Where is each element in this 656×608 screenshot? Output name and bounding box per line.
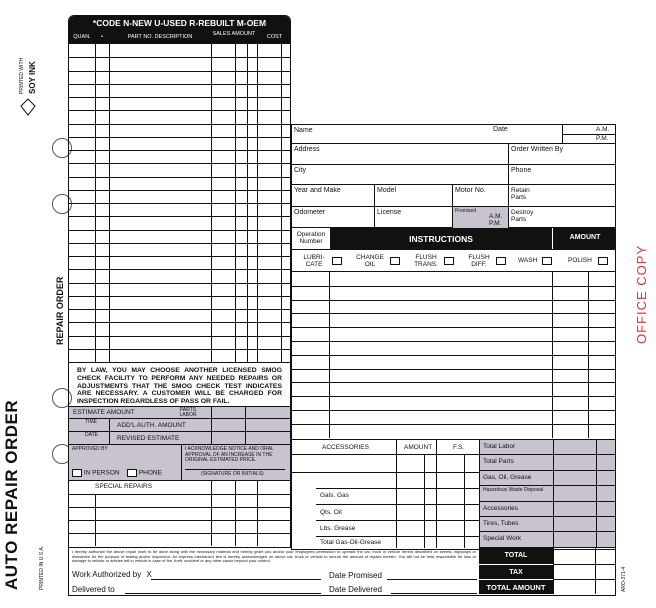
parts-row-line bbox=[69, 243, 290, 244]
form-side-title: AUTO REPAIR ORDER bbox=[2, 399, 21, 590]
total-gas-oil-grease-label: Total Gas-Oil-Grease bbox=[320, 539, 382, 546]
addl-auth-label: ADD'L AUTH. AMOUNT bbox=[117, 422, 186, 429]
totals-row-label: Accessories bbox=[483, 504, 519, 512]
flush-trans-checkbox[interactable] bbox=[444, 257, 454, 265]
accessories-section bbox=[291, 440, 479, 550]
time-label: TIME bbox=[85, 419, 97, 425]
parts-row-line bbox=[69, 283, 290, 284]
order-written-by-label: Order Written By bbox=[511, 146, 563, 153]
lbs-grease-label: Lbs. Grease bbox=[320, 525, 356, 532]
instruction-row-line bbox=[292, 382, 615, 383]
totals-row-label: Total Labor bbox=[483, 443, 516, 450]
parts-row-line bbox=[69, 163, 290, 164]
totals-row bbox=[480, 532, 615, 547]
date-label-right: Date bbox=[493, 126, 508, 133]
parts-row-line bbox=[69, 269, 290, 270]
revised-estimate-label: REVISED ESTIMATE bbox=[117, 435, 180, 442]
parts-row-line bbox=[69, 256, 290, 257]
totals-row bbox=[480, 486, 615, 501]
in-person-option[interactable]: IN PERSON bbox=[72, 469, 120, 477]
flush-trans-label: FLUSH TRANS. bbox=[414, 254, 438, 269]
flush-diff-checkbox[interactable] bbox=[496, 257, 506, 265]
polish-label: POLISH bbox=[568, 257, 592, 264]
instruction-row-line bbox=[292, 369, 615, 370]
col-sales-amount: SALES AMOUNT bbox=[212, 31, 256, 37]
approved-by-label: APPROVED BY bbox=[72, 446, 108, 452]
totals-row-label: Gas, Oil, Grease bbox=[483, 473, 532, 481]
license-label: License bbox=[377, 209, 402, 216]
in-person-checkbox[interactable] bbox=[72, 469, 82, 477]
col-part-desc: PART NO. DESCRIPTION bbox=[127, 34, 193, 40]
instruction-row-line bbox=[292, 341, 615, 342]
phone-checkbox[interactable] bbox=[127, 469, 137, 477]
instruction-row-line bbox=[292, 424, 615, 425]
total-label: TOTAL bbox=[479, 548, 553, 564]
date-delivered-label: Date Delivered bbox=[329, 585, 382, 594]
parts-row-line bbox=[69, 84, 290, 85]
parts-labor-label: PARTS LABOR bbox=[179, 407, 197, 418]
odometer-label: Odometer bbox=[294, 209, 326, 216]
wash-checkbox[interactable] bbox=[542, 257, 552, 265]
totals-row bbox=[480, 471, 615, 486]
parts-panel bbox=[68, 15, 291, 363]
form-code: ARO-371-4 bbox=[621, 566, 627, 592]
signature-label: (SIGNATURE OR INITIALS) bbox=[201, 471, 264, 477]
estimate-section bbox=[68, 407, 291, 481]
parts-row-line bbox=[69, 137, 290, 138]
smog-notice: BY LAW, YOU MAY CHOOSE ANOTHER LICENSED SMOG CHECK FACILITY TO PERFORM ANY NEEDED REPAIRS OR ADJUSTMENTS THAT THE SMOG CHECK TEST INDICATES ARE NECESSARY. A CUSTOMER WILL BE CHARGED FOR INSPECTION REGARDLESS OF PASS OR FAIL. bbox=[68, 363, 291, 407]
date-promised-label: Date Promised bbox=[329, 571, 382, 580]
printed-in-usa: PRINTED IN U.S.A. bbox=[39, 545, 45, 590]
date-label: DATE bbox=[85, 432, 98, 438]
special-repairs-label: SPECIAL REPAIRS bbox=[95, 483, 153, 490]
parts-row-line bbox=[69, 230, 290, 231]
accessories-label: ACCESSORIES bbox=[322, 444, 369, 451]
parts-row-line bbox=[69, 124, 290, 125]
acknowledge-text: I ACKNOWLEDGE NOTICE AND ORAL APPROVAL OF AN INCREASE IN THE ORIGINAL ESTIMATED PRICE. bbox=[185, 446, 274, 463]
am-label: A.M. bbox=[596, 126, 610, 133]
customer-info-section bbox=[291, 124, 616, 228]
instruction-rows bbox=[291, 272, 616, 440]
totals-row-label: Hazardous Waste Disposal bbox=[483, 487, 544, 494]
repair-order-side-label: REPAIR ORDER bbox=[55, 276, 65, 345]
parts-row-line bbox=[69, 97, 290, 98]
parts-column-header bbox=[69, 30, 290, 44]
wash-label: WASH bbox=[518, 257, 538, 264]
lubricate-label: LUBRI-CATE bbox=[303, 254, 325, 269]
qts-oil-label: Qts. Oil bbox=[320, 509, 342, 516]
parts-row-line bbox=[69, 71, 290, 72]
totals-row bbox=[480, 440, 615, 455]
parts-code-header: *CODE N-NEW U-USED R-REBUILT M-OEM bbox=[69, 16, 290, 30]
name-label: Name bbox=[294, 127, 313, 134]
operation-number-label: Operation Number bbox=[292, 228, 330, 249]
parts-rows bbox=[69, 44, 290, 362]
office-copy-label: OFFICE COPY bbox=[634, 244, 649, 344]
col-quan: QUAN. bbox=[73, 34, 91, 40]
pm-label: P.M. bbox=[596, 135, 609, 142]
parts-row-line bbox=[69, 177, 290, 178]
parts-row-line bbox=[69, 150, 290, 151]
instruction-row-line bbox=[292, 313, 615, 314]
change-oil-label: CHANGE OIL bbox=[356, 254, 384, 269]
work-authorized-label: Work Authorized by X bbox=[72, 570, 152, 579]
parts-row-line bbox=[69, 216, 290, 217]
special-repairs-section bbox=[68, 481, 291, 548]
instructions-amount-label: AMOUNT bbox=[569, 234, 601, 241]
work-authorized-value: X bbox=[146, 570, 152, 579]
polish-checkbox[interactable] bbox=[598, 257, 608, 265]
service-checkbox-row bbox=[291, 250, 616, 272]
col-code: • bbox=[101, 34, 103, 40]
change-oil-checkbox[interactable] bbox=[390, 257, 400, 265]
totals-row-label: Special Work bbox=[483, 535, 522, 543]
city-label: City bbox=[294, 167, 307, 174]
estimate-amount-label: ESTIMATE AMOUNT bbox=[73, 409, 135, 416]
parts-row-line bbox=[69, 296, 290, 297]
soy-ink-logo: PRINTED WITH SOY INK bbox=[18, 36, 44, 96]
phone-label: Phone bbox=[511, 167, 532, 174]
soy-leaf-icon bbox=[20, 98, 36, 116]
instruction-row-line bbox=[292, 286, 615, 287]
address-label: Address bbox=[294, 146, 320, 153]
totals-row bbox=[480, 517, 615, 532]
delivered-to-label: Delivered to bbox=[72, 585, 115, 594]
tax-label: TAX bbox=[479, 564, 553, 579]
gals-gas-label: Gals. Gas bbox=[320, 492, 349, 499]
parts-row-line bbox=[69, 336, 290, 337]
totals-row bbox=[480, 502, 615, 517]
model-label: Model bbox=[377, 187, 397, 194]
authorization-text: I hereby authorize the above repair work to be done along with the necessary material and hereby grant you and/or your employees permission to operate the car, truck or vehicle herein described on streets, highways or elsewhere for the purpose of testing and/or inspection. An express mechanic's lien is hereby acknowledged on above car, truck or vehicle to secure the amount of repairs thereto. You will not be held responsible for loss or damage to vehicle or articles left in vehicle in case of fire, theft, accident or any other cause beyond your control. bbox=[72, 549, 476, 564]
parts-row-line bbox=[69, 349, 290, 350]
parts-row-line bbox=[69, 110, 290, 111]
parts-row-line bbox=[69, 322, 290, 323]
lubricate-checkbox[interactable] bbox=[332, 257, 342, 265]
totals-row-label: Total Parts bbox=[483, 458, 514, 466]
phone-option[interactable]: PHONE bbox=[127, 469, 162, 477]
parts-row-line bbox=[69, 57, 290, 58]
accessories-amount-label: AMOUNT bbox=[404, 444, 433, 451]
totals-row bbox=[480, 455, 615, 470]
parts-row-line bbox=[69, 203, 290, 204]
promised-cell: Promised A.M. P.M. bbox=[453, 207, 508, 229]
totals-section bbox=[479, 440, 616, 550]
motor-no-label: Motor No. bbox=[455, 187, 486, 194]
flush-diff-label: FLUSH DIFF. bbox=[468, 254, 490, 269]
col-cost: COST bbox=[266, 34, 283, 40]
destroy-parts-label: Destroy Parts bbox=[511, 209, 534, 224]
parts-row-line bbox=[69, 190, 290, 191]
retain-parts-label: Retain Parts bbox=[511, 187, 530, 202]
footer-section bbox=[68, 548, 616, 596]
instruction-row-line bbox=[292, 327, 615, 328]
instruction-row-line bbox=[292, 355, 615, 356]
instruction-row-line bbox=[292, 300, 615, 301]
year-make-label: Year and Make bbox=[294, 187, 341, 194]
total-amount-label: TOTAL AMOUNT bbox=[479, 579, 553, 594]
fs-label: F.S. bbox=[453, 444, 465, 451]
instruction-row-line bbox=[292, 396, 615, 397]
instruction-row-line bbox=[292, 410, 615, 411]
instructions-header bbox=[291, 228, 616, 250]
parts-row-line bbox=[69, 309, 290, 310]
totals-row-label: Tires, Tubes bbox=[483, 520, 519, 527]
instructions-title: INSTRUCTIONS bbox=[409, 234, 473, 244]
